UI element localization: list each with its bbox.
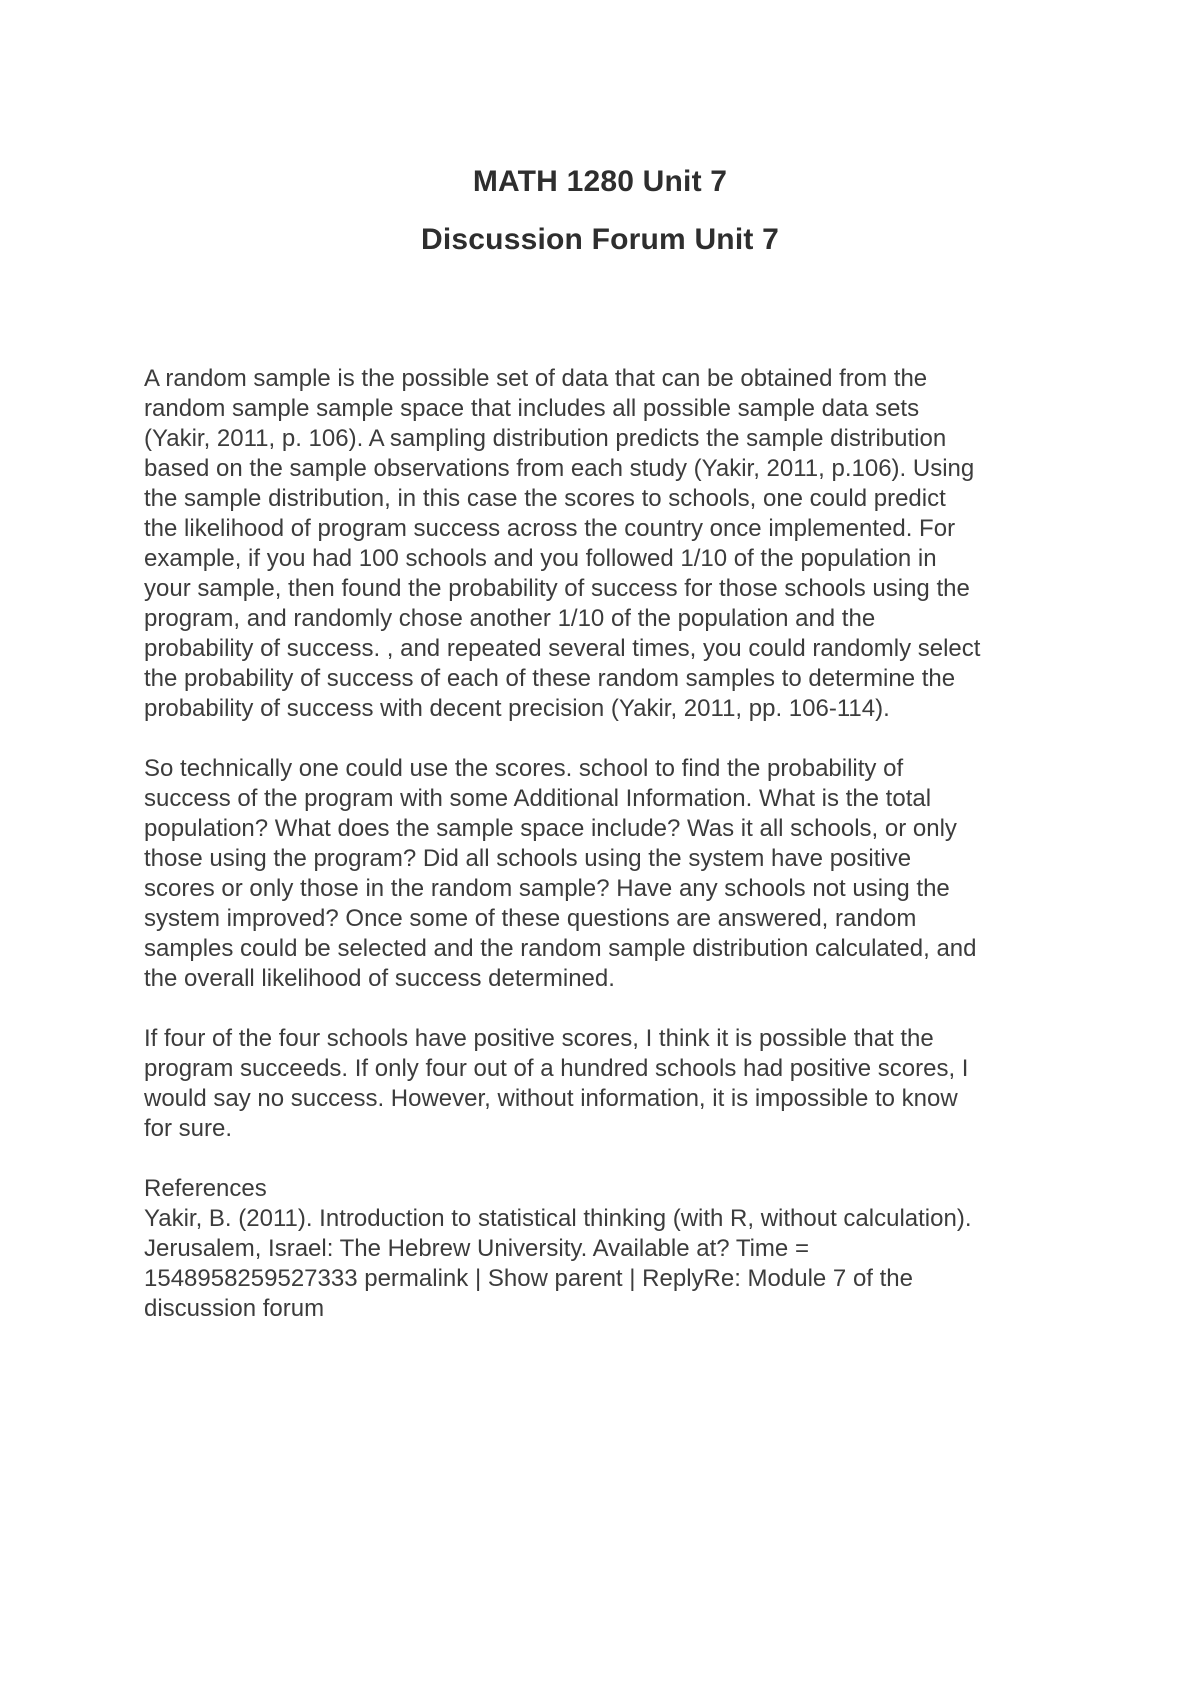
paragraph-line: the sample distribution, in this case the scores to schools, one could predict xyxy=(144,485,946,512)
document-body xyxy=(144,364,1074,1354)
paragraph-3 xyxy=(144,1024,1074,1144)
course-title: MATH 1280 Unit 7 xyxy=(472,165,728,198)
paragraph-line: those using the program? Did all schools using the system have positive xyxy=(144,845,912,872)
paragraph-line: would say no success. However, without information, it is impossible to know xyxy=(144,1085,958,1112)
paragraph-line: random sample sample space that includes all possible sample data sets xyxy=(144,395,920,422)
reference-line: Yakir, B. (2011). Introduction to statistical thinking (with R, without calculation). xyxy=(144,1205,972,1232)
paragraph-line: If four of the four schools have positive scores, I think it is possible that the xyxy=(144,1025,934,1052)
paragraph-line: probability of success with decent precision (Yakir, 2011, pp. 106-114). xyxy=(144,695,890,722)
paragraph-line: samples could be selected and the random sample distribution calculated, and xyxy=(144,935,977,962)
paragraph-line: example, if you had 100 schools and you followed 1/10 of the population in xyxy=(144,545,937,572)
paragraph-line: scores or only those in the random sample? Have any schools not using the xyxy=(144,875,950,902)
paragraph-1 xyxy=(144,364,1074,724)
paragraph-line: the overall likelihood of success determined. xyxy=(144,965,615,992)
reference-line: discussion forum xyxy=(144,1295,325,1322)
paragraph-2 xyxy=(144,754,1074,994)
title-block xyxy=(0,153,1200,269)
paragraph-line: success of the program with some Additional Information. What is the total xyxy=(144,785,932,812)
paragraph-line: probability of success. , and repeated several times, you could randomly select xyxy=(144,635,981,662)
paragraph-line: (Yakir, 2011, p. 106). A sampling distribution predicts the sample distribution xyxy=(144,425,947,452)
paragraph-line: program succeeds. If only four out of a hundred schools had positive scores, I xyxy=(144,1055,969,1082)
paragraph-line: system improved? Once some of these questions are answered, random xyxy=(144,905,917,932)
paragraph-line: program, and randomly chose another 1/10 of the population and the xyxy=(144,605,876,632)
references-heading: References xyxy=(144,1175,267,1202)
reference-line: Jerusalem, Israel: The Hebrew University. Available at? Time = xyxy=(144,1235,809,1262)
paragraph-line: for sure. xyxy=(144,1115,233,1142)
paragraph-line: A random sample is the possible set of data that can be obtained from the xyxy=(144,365,928,392)
forum-title: Discussion Forum Unit 7 xyxy=(421,223,779,256)
paragraph-line: based on the sample observations from each study (Yakir, 2011, p.106). Using xyxy=(144,455,975,482)
paragraph-line: the probability of success of each of these random samples to determine the xyxy=(144,665,956,692)
paragraph-line: population? What does the sample space include? Was it all schools, or only xyxy=(144,815,957,842)
paragraph-line: the likelihood of program success across the country once implemented. For xyxy=(144,515,956,542)
paragraph-line: your sample, then found the probability of success for those schools using the xyxy=(144,575,970,602)
reference-line: 1548958259527333 permalink | Show parent | ReplyRe: Module 7 of the xyxy=(144,1265,913,1292)
paragraph-line: So technically one could use the scores. school to find the probability of xyxy=(144,755,904,782)
references-section xyxy=(144,1174,1074,1324)
